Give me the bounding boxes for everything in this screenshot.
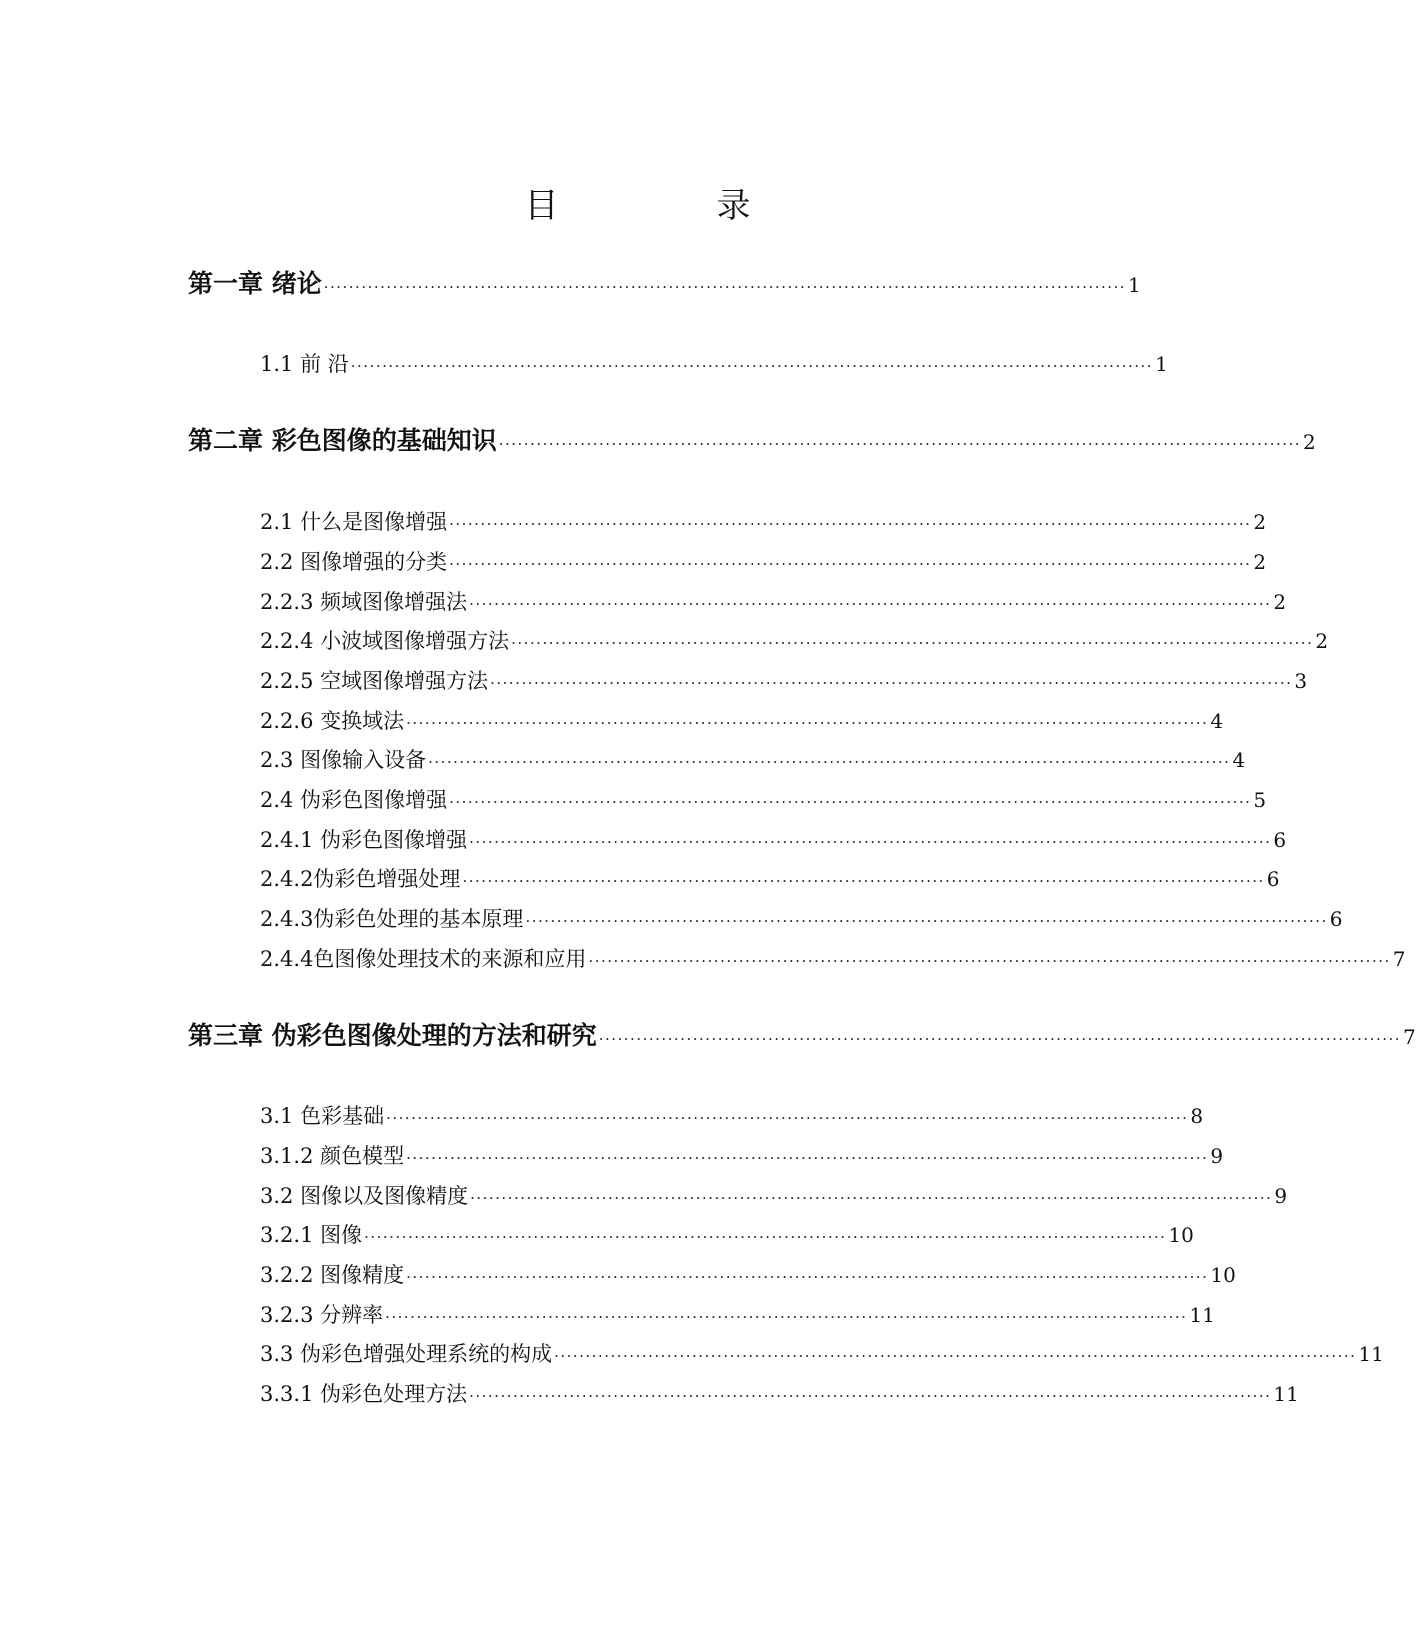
toc-entry-page: 6 xyxy=(1266,867,1280,891)
toc-entry-page: 9 xyxy=(1210,1144,1224,1168)
toc-entry-page: 5 xyxy=(1253,788,1267,812)
dot-leader: ································································································································ xyxy=(554,1347,1357,1365)
toc-entry-label: 3.3.1 伪彩色处理方法 xyxy=(260,1382,468,1406)
toc-entry-page: 11 xyxy=(1358,1342,1384,1366)
dot-leader: ································································································································ xyxy=(525,912,1328,930)
toc-entry-label: 2.2.5 空域图像增强方法 xyxy=(260,669,489,693)
toc-entry-section[interactable] xyxy=(260,1099,1204,1133)
toc-entry-label: 第二章 彩色图像的基础知识 xyxy=(188,426,497,455)
toc-entry-label: 3.1 色彩基础 xyxy=(260,1104,385,1128)
toc-entry-page: 10 xyxy=(1168,1223,1194,1247)
toc-entry-section[interactable] xyxy=(260,743,1246,777)
toc-entry-page: 7 xyxy=(1392,947,1406,971)
dot-leader: ································································································································ xyxy=(406,714,1209,732)
toc-entry-section[interactable] xyxy=(260,505,1267,539)
toc-entry-page: 10 xyxy=(1210,1263,1236,1287)
toc-entry-label: 2.2.3 频域图像增强法 xyxy=(260,590,468,614)
dot-leader: ································································································································ xyxy=(598,1030,1402,1048)
toc-entry-label: 3.2.3 分辨率 xyxy=(260,1303,384,1327)
toc-entry-label: 2.2.4 小波域图像增强方法 xyxy=(260,629,510,653)
toc-entry-page: 2 xyxy=(1253,510,1267,534)
toc-entry-section[interactable] xyxy=(260,704,1224,738)
toc-entry-label: 2.2 图像增强的分类 xyxy=(260,550,448,574)
dot-leader: ································································································································ xyxy=(449,555,1252,573)
toc-entry-chapter-2[interactable] xyxy=(188,424,1316,458)
dot-leader: ································································································································ xyxy=(364,1228,1167,1246)
toc-entry-label: 1.1 前 沿 xyxy=(260,352,349,376)
toc-entry-section[interactable] xyxy=(260,1377,1299,1411)
toc-entry-section[interactable] xyxy=(260,862,1280,896)
dot-leader: ································································································································ xyxy=(498,435,1302,453)
toc-entry-page: 6 xyxy=(1273,828,1287,852)
toc-entry-section[interactable] xyxy=(260,942,1406,976)
toc-entry-label: 2.4.4色图像处理技术的来源和应用 xyxy=(260,947,587,971)
toc-entry-page: 8 xyxy=(1190,1104,1204,1128)
dot-leader: ································································································································ xyxy=(350,357,1154,375)
toc-entry-page: 2 xyxy=(1303,430,1316,454)
toc-entry-page: 2 xyxy=(1273,590,1287,614)
toc-entry-section[interactable] xyxy=(260,545,1267,579)
toc-entry-label: 2.2.6 变换域法 xyxy=(260,709,405,733)
dot-leader: ································································································································ xyxy=(386,1109,1189,1127)
toc-entry-section[interactable] xyxy=(260,1337,1384,1371)
toc-entry-page: 3 xyxy=(1294,669,1308,693)
dot-leader: ································································································································ xyxy=(428,753,1231,771)
toc-entry-section[interactable] xyxy=(260,902,1343,936)
toc-entry-label: 3.1.2 颜色模型 xyxy=(260,1144,405,1168)
dot-leader: ································································································································ xyxy=(469,595,1272,613)
toc-entry-label: 第三章 伪彩色图像处理的方法和研究 xyxy=(188,1021,597,1050)
toc-entry-label: 2.4 伪彩色图像增强 xyxy=(260,788,448,812)
toc-entry-section[interactable] xyxy=(260,823,1287,857)
dot-leader: ································································································································ xyxy=(406,1268,1209,1286)
toc-entry-section[interactable] xyxy=(260,1258,1236,1292)
toc-entry-page: 9 xyxy=(1274,1184,1288,1208)
toc-entry-section[interactable] xyxy=(260,664,1308,698)
dot-leader: ································································································································ xyxy=(511,634,1314,652)
toc-entry-page: 4 xyxy=(1210,709,1224,733)
toc-entry-label: 3.2.1 图像 xyxy=(260,1223,363,1247)
toc-entry-section[interactable] xyxy=(260,585,1287,619)
dot-leader: ································································································································ xyxy=(470,1189,1273,1207)
dot-leader: ································································································································ xyxy=(469,1387,1272,1405)
toc-entry-page: 11 xyxy=(1273,1382,1299,1406)
dot-leader: ································································································································ xyxy=(469,833,1272,851)
toc-entry-label: 3.2 图像以及图像精度 xyxy=(260,1184,469,1208)
toc-entry-section[interactable] xyxy=(260,1218,1194,1252)
toc-entry-label: 3.2.2 图像精度 xyxy=(260,1263,405,1287)
toc-entry-label: 3.3 伪彩色增强处理系统的构成 xyxy=(260,1342,553,1366)
toc-entry-chapter-1[interactable] xyxy=(188,267,1141,301)
toc-entry-page: 11 xyxy=(1189,1303,1215,1327)
dot-leader: ································································································································ xyxy=(449,515,1252,533)
dot-leader: ································································································································ xyxy=(462,872,1265,890)
toc-entry-label: 2.4.3伪彩色处理的基本原理 xyxy=(260,907,524,931)
dot-leader: ································································································································ xyxy=(588,952,1391,970)
toc-entry-label: 第一章 绪论 xyxy=(188,269,322,298)
toc-entry-section[interactable] xyxy=(260,347,1168,381)
dot-leader: ································································································································ xyxy=(323,278,1127,296)
toc-entry-label: 2.3 图像输入设备 xyxy=(260,748,427,772)
toc-entry-page: 1 xyxy=(1128,273,1141,297)
toc-entry-label: 2.4.1 伪彩色图像增强 xyxy=(260,828,468,852)
toc-entry-label: 2.1 什么是图像增强 xyxy=(260,510,448,534)
toc-entry-page: 1 xyxy=(1155,352,1168,376)
toc-entry-page: 2 xyxy=(1315,629,1329,653)
toc-entry-page: 7 xyxy=(1403,1025,1416,1049)
dot-leader: ································································································································ xyxy=(385,1308,1188,1326)
toc-entry-section[interactable] xyxy=(260,1139,1224,1173)
toc-entry-section[interactable] xyxy=(260,783,1267,817)
dot-leader: ································································································································ xyxy=(449,793,1252,811)
toc-entry-page: 6 xyxy=(1329,907,1343,931)
dot-leader: ································································································································ xyxy=(406,1149,1209,1167)
dot-leader: ································································································································ xyxy=(490,674,1293,692)
toc-title: 目 录 xyxy=(524,186,813,226)
toc-entry-page: 4 xyxy=(1232,748,1246,772)
toc-entry-section[interactable] xyxy=(260,1179,1288,1213)
toc-entry-section[interactable] xyxy=(260,624,1329,658)
toc-entry-section[interactable] xyxy=(260,1298,1215,1332)
toc-entry-label: 2.4.2伪彩色增强处理 xyxy=(260,867,461,891)
toc-entry-chapter-3[interactable] xyxy=(188,1019,1416,1053)
toc-entry-page: 2 xyxy=(1253,550,1267,574)
